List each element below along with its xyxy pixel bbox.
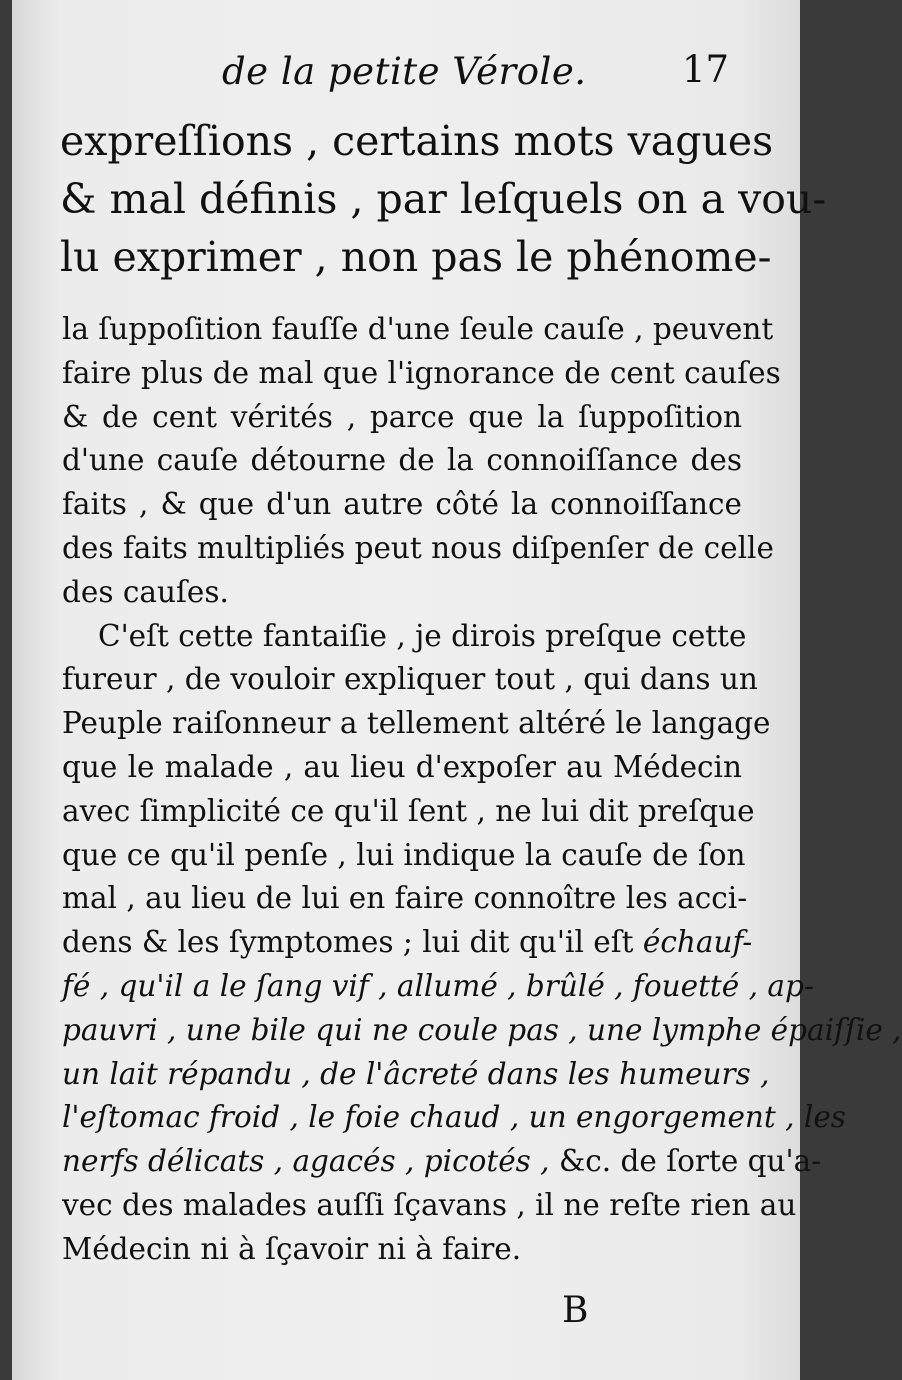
text-line: que ce qu'il penſe , lui indique la cauſe de ſon: [62, 837, 746, 872]
text-line: C'eſt cette fantaiſie , je dirois preſque cette: [98, 618, 747, 653]
italic-segment: nerfs délicats , agacés , picotés ,: [62, 1144, 559, 1179]
running-title: de la petite Vérole.: [222, 50, 587, 93]
text-line: la ſuppoſition fauſſe d'une ſeule cauſe , peuvent: [62, 312, 774, 346]
text-line: des faits multipliés peut nous diſpenſer de celle: [62, 530, 774, 565]
text-line: faire plus de mal que l'ignorance de cent cauſes: [62, 355, 781, 390]
body-text: [62, 308, 902, 1272]
large-type-passage: [60, 112, 827, 286]
text-line: fureur , de vouloir expliquer tout , qui dans un: [62, 662, 758, 697]
italic-line: pauvri , une bile qui ne coule pas , une lymphe épaiſſie ,: [62, 1012, 902, 1047]
text-line: faits , & que d'un autre côté la connoiſſance: [62, 487, 742, 522]
text-segment: &c. de ſorte qu'a-: [558, 1144, 822, 1179]
text-line: & de cent vérités , parce que la ſuppoſition: [62, 399, 742, 434]
italic-line: fé , qu'il a le ſang vif , allumé , brûlé , fouetté , ap-: [62, 968, 814, 1003]
italic-line: l'eſtomac froid , le foie chaud , un engorgement , les: [62, 1100, 846, 1135]
italic-segment: échauf-: [642, 925, 753, 960]
text-line: Peuple raiſonneur a tellement altéré le langage: [62, 706, 771, 741]
book-page: [12, 0, 902, 1380]
text-line: vec des malades auſſi ſçavans , il ne reſte rien au: [62, 1187, 797, 1222]
text-line: que le malade , au lieu d'expoſer au Médecin: [62, 749, 742, 784]
text-line: d'une cauſe détourne de la connoiſſance des: [62, 443, 742, 478]
text-line: & mal définis , par leſquels on a vou-: [60, 175, 827, 223]
text-line: [62, 921, 753, 965]
page-number: 17: [682, 48, 730, 91]
text-line: expreſſions , certains mots vagues: [60, 117, 774, 165]
text-line: des cauſes.: [62, 574, 229, 609]
text-line: [62, 1140, 822, 1184]
signature-mark: B: [562, 1290, 589, 1331]
paragraph: [62, 615, 902, 1272]
italic-line: un lait répandu , de l'âcreté dans les humeurs ,: [62, 1056, 770, 1091]
text-line: mal , au lieu de lui en faire connoître les acci-: [62, 881, 748, 916]
text-line: avec ſimplicité ce qu'il ſent , ne lui dit preſque: [62, 793, 755, 828]
paragraph: [62, 308, 781, 615]
text-line: lu exprimer , non pas le phénome-: [60, 233, 772, 281]
text-line: Médecin ni à ſçavoir ni à faire.: [62, 1231, 522, 1266]
text-segment: dens & les ſymptomes ; lui dit qu'il eſt: [62, 925, 643, 960]
